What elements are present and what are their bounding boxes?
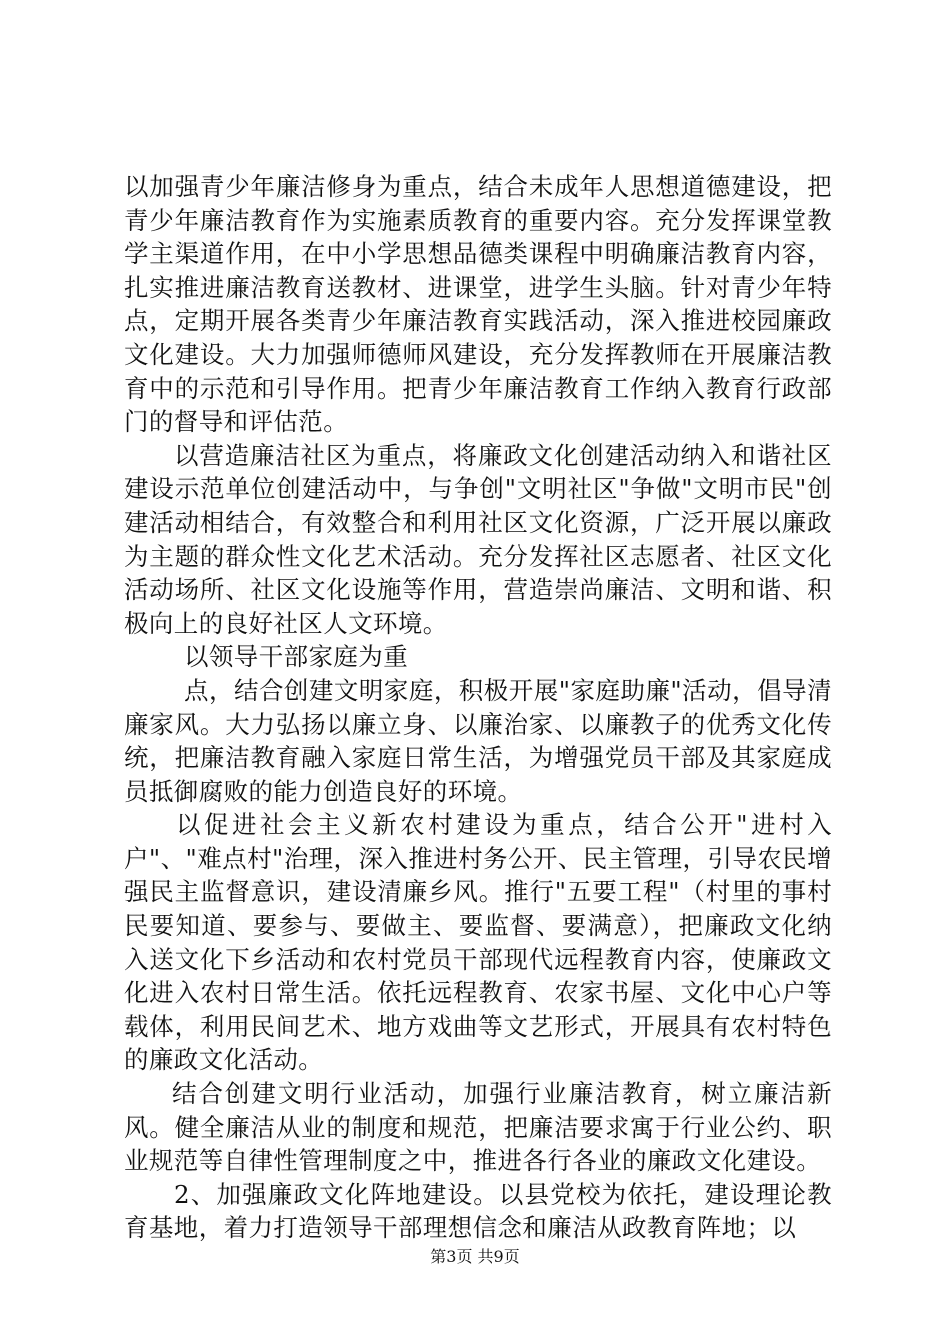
paragraph-family-heading: 以领导干部家庭为重	[184, 642, 409, 672]
paragraph-community: 以营造廉洁社区为重点，将廉政文化创建活动纳入和谐社区建设示范单位创建活动中，与争创"文明社区"争做"文明市民"创建活动相结合，有效整合和利用社区文化资源，广泛开展以廉政为主题的群众性文化艺术活动。充分发挥社区志愿者、社区文化活动场所、社区文化设施等作用，营造崇尚廉洁、文明和谐、积极向上的良好社区人文环境。	[124, 440, 832, 638]
paragraph-family: 点，结合创建文明家庭，积极开展"家庭助廉"活动，倡导清廉家风。大力弘扬以廉立身、以廉治家、以廉教子的优秀文化传统，把廉洁教育融入家庭日常生活，为增强党员干部及其家庭成员抵御腐败的能力创造良好的环境。	[124, 675, 832, 806]
paragraph-position-building: 2、加强廉政文化阵地建设。以县党校为依托，建设理论教育基地，着力打造领导干部理想信念和廉洁从政教育阵地；以	[124, 1179, 832, 1243]
document-body	[124, 170, 832, 1245]
page-number-footer: 第3页 共9页	[430, 1247, 520, 1266]
paragraph-rural: 以促进社会主义新农村建设为重点，结合公开"进村入户"、"难点村"治理，深入推进村务公开、民主管理，引导农民增强民主监督意识，建设清廉乡风。推行"五要工程"（村里的事村民要知道、要参与、要做主、要监督、要满意），把廉政文化纳入送文化下乡活动和农村党员干部现代远程教育内容，使廉政文化进入农村日常生活。依托远程教育、农家书屋、文化中心户等载体，利用民间艺术、地方戏曲等文艺形式，开展具有农村特色的廉政文化活动。	[124, 810, 832, 1075]
paragraph-youth: 以加强青少年廉洁修身为重点，结合未成年人思想道德建设，把青少年廉洁教育作为实施素质教育的重要内容。充分发挥课堂教学主渠道作用，在中小学思想品德类课程中明确廉洁教育内容，扎实推进廉洁教育送教材、进课堂，进学生头脑。针对青少年特点，定期开展各类青少年廉洁教育实践活动，深入推进校园廉政文化建设。大力加强师德师风建设，充分发挥教师在开展廉洁教育中的示范和引导作用。把青少年廉洁教育工作纳入教育行政部门的督导和评估范。	[124, 172, 832, 437]
paragraph-industry: 结合创建文明行业活动，加强行业廉洁教育，树立廉洁新风。健全廉洁从业的制度和规范，把廉洁要求寓于行业公约、职业规范等自律性管理制度之中，推进各行各业的廉政文化建设。	[124, 1079, 832, 1176]
